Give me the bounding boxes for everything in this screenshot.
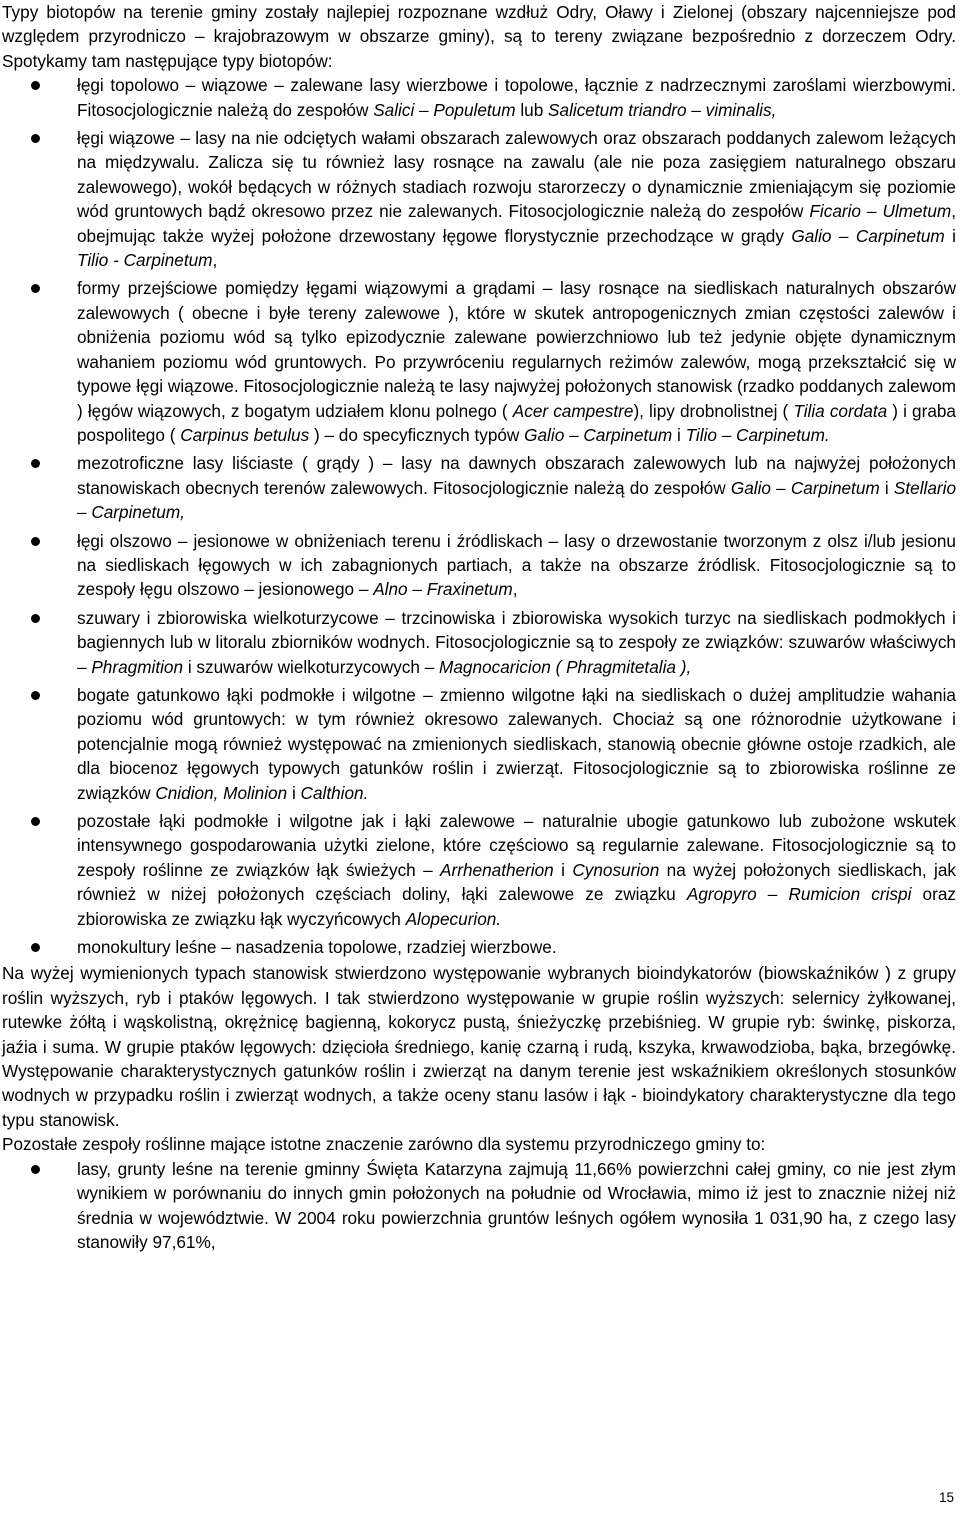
list-item [2,529,956,602]
item-italic: Salicetum triandro – viminalis, [548,99,777,120]
list-item [2,126,956,272]
intro-paragraph: Typy biotopów na terenie gminy zostały najlepiej rozpoznane wzdłuż Odry, Oławy i Zielonej (obszary najcenniejsze pod względem przyrodniczo – krajobrazowym w obszarze gminy), są to tereny związane bezpośrednio z dorzeczem Odry. Spotykamy tam następujące typy biotopów: [2,2,956,71]
item-text: łęgi wiązowe – lasy na nie odciętych wałami obszarach zalewowych oraz obszarach poddanych zalewom leżących na międzywalu. Zalicza się tu również lasy rosnące na zawalu (ale nie poza zasięgiem naturalnego obszaru zalewowego), wokół będących w różnych stadiach rozwoju starorzeczy o dynamicznie zmieniającym się poziomie wód gruntowych bądź okresowo przez nie zalewanych. Fitosocjologicznie należą do zespołów [77,128,956,222]
list-item [2,606,956,679]
item-italic: Galio – Carpinetum [730,477,880,498]
item-italic: Acer campestre [512,400,634,421]
list-item [2,1157,956,1255]
item-italic: Galio – Carpinetum [791,225,945,246]
item-text: oraz zbiorowiska ze związku łąk wyczyńcowych [77,884,956,929]
biotope-list [2,73,956,959]
page-number: 15 [938,1490,954,1505]
item-italic: Arrhenatherion [440,859,554,880]
item-text: bogate gatunkowo łąki podmokłe i wilgotne – zmienno wilgotne łąki na siedliskach o dużej amplitudzie wahania poziomu wód gruntowych: w tym również okresowo zalewanych. Chociaż są one różnorodnie użytkowane i potencjalnie mogą również występować na zmienionych siedliskach, stanowią obecnie główne ostoje rzadkich, ale dla biocenoz łęgowych typowych gatunków roślin i zwierząt. Fitosocjologicznie są to zbiorowiska roślinne ze związków [77,684,956,803]
item-italic: Phragmition [91,656,184,677]
list-item [2,809,956,931]
other-communities-paragraph: Pozostałe zespoły roślinne mające istotne znaczenie zarówno dla systemu przyrodniczego gminy to: [2,1134,766,1155]
item-text: na wyżej położonych siedliskach, jak również w niżej położonych częściach doliny, łąki zalewowe ze związku [77,859,956,905]
item-italic: Ficario – Ulmetum [809,201,952,222]
item-italic: Carpinus betulus [180,424,310,445]
item-italic: Stellario – Carpinetum, [77,477,957,523]
other-communities-list [2,1157,956,1255]
item-italic: Tilio - Carpinetum [77,250,213,271]
list-item [2,683,956,805]
item-text: pozostałe łąki podmokłe i wilgotne jak i łąki zalewowe – naturalnie ubogie gatunkowo lub zubożone wskutek intensywnego gospodarowania użytki zielone, które częściowo są regularnie zalewane. Fitosocjologicznie są to zespoły roślinne ze związków łąk świeżych – [77,811,956,880]
item-text: formy przejściowe pomiędzy łęgami wiązowymi a grądami – lasy rosnące na siedliskach naturalnych obszarów zalewowych ( obecne i byłe tereny zalewowe ), które w skutek antropogenicznych zmian częstości zalewów i obniżenia poziomu wód są tylko epizodycznie zalewane powierzchniowo lub też jedynie objęte dynamicznym wahaniem poziomu wód gruntowych. Po przywróceniu regularnych reżimów zalewów, mogą przekształcić się w typowe łęgi wiązowe. Fitosocjologicznie należą te lasy najwyżej położonych stanowisk (rzadko poddanych zalewom ) łęgów wiązowych, z bogatym udziałem klonu polnego ( [77,278,956,421]
item-text: i [672,424,686,445]
item-text: monokultury leśne – nasadzenia topolowe, rzadziej wierzbowe. [77,937,557,958]
bioindicators-paragraph: Na wyżej wymienionych typach stanowisk stwierdzono występowanie wybranych bioindykatorów (biowskaźników ) z grupy roślin wyższych, ryb i ptaków lęgowych. I tak stwierdzono występowanie w grupie roślin wyższych: selernicy żyłkowanej, rutewke żółtą i wąskolistną, okrężnicę bagienną, kokorycz pustą, śnieżyczkę przebiśnieg. W grupie ryb: świnkę, piskorza, jaźia i suma. W grupie ptaków lęgowych: dzięcioła średniego, kanię czarną i rudą, kszyka, krwawodzioba, bąka, brzegówkę. Występowanie charakterystycznych gatunków roślin i zwierząt na danym terenie jest wskaźnikiem określonych stosunków wodnych w przypadku roślin i zwierząt wodnych, a także oceny stanu lasów i łąk - bioindykatory charakterystyczne dla tego typu stanowisk. [2,963,956,1130]
item-italic: Magnocaricion ( Phragmitetalia ), [439,656,692,677]
item-italic: Tilio – Carpinetum. [685,424,830,445]
item-text: i [879,477,894,498]
item-italic: Tilia cordata [793,400,888,421]
item-italic: Salici – Populetum [373,99,516,120]
item-text: szuwary i zbiorowiska wielkoturzycowe – trzcinowiska i zbiorowiska wysokich turzyc na siedliskach podmokłych i bagiennych lub w litoralu zbiorników wodnych. Fitosocjologicznie są to zespoły ze związków: szuwarów właściwych – [77,607,956,677]
item-text: łęgi topolowo – wiązowe – zalewane lasy wierzbowe i topolowe, łącznie z nadrzecznymi zaroślami wierzbowymi. Fitosocjologicznie należą do zespołów [77,75,956,120]
item-italic: Cnidion, Molinion [155,782,288,803]
item-text: ) – do specyficznych typów [309,424,525,445]
list-item [2,276,956,447]
item-italic: Cynosurion [572,859,660,880]
item-italic: Alopecurion. [405,908,502,929]
item-text: i [944,225,956,246]
item-italic: Alno – Fraxinetum [373,579,513,600]
item-text: lub [515,99,549,120]
item-text: mezotroficzne lasy liściaste ( grądy ) – lasy na dawnych obszarach zalewowych lub na najwyżej położonych stanowiskach obecnych terenów zalewowych. Fitosocjologicznie należą do zespołów [77,453,956,498]
item-text: i [553,859,573,880]
item-text: i [287,782,301,803]
item-text: ) i graba pospolitego ( [77,400,956,445]
item-text: , [212,250,218,271]
list-item [2,935,956,959]
item-italic: Agropyro – Rumicion crispi [686,884,912,905]
list-item [2,73,956,122]
item-text: ), lipy drobnolistnej ( [633,400,794,421]
item-text: , obejmując także wyżej położone drzewostany łęgowe florystycznie przechodzące w grądy [77,201,956,246]
item-text: , [512,579,518,600]
item-italic: Calthion. [300,782,369,803]
item-text: i szuwarów wielkoturzycowych – [183,656,440,677]
list-item [2,451,956,524]
item-italic: Galio – Carpinetum [524,424,673,445]
item-text: lasy, grunty leśne na terenie gminny Święta Katarzyna zajmują 11,66% powierzchni całej gminy, co nie jest złym wynikiem w porównaniu do innych gmin położonych na południe od Wrocławia, mimo iż jest to znacznie niżej niż średnia w województwie. W 2004 roku powierzchnia gruntów leśnych ogółem wynosiła 1 031,90 ha, z czego lasy stanowiły 97,61%, [77,1158,956,1252]
item-text: łęgi olszowo – jesionowe w obniżeniach terenu i źródliskach – lasy o drzewostanie tworzonym z olsz i/lub jesionu na siedliskach łęgowych w ich zabagnionych partiach, a także na obszarze źródlisk. Fitosocjologicznie są to zespoły łęgu olszowo – jesionowego – [77,530,956,600]
